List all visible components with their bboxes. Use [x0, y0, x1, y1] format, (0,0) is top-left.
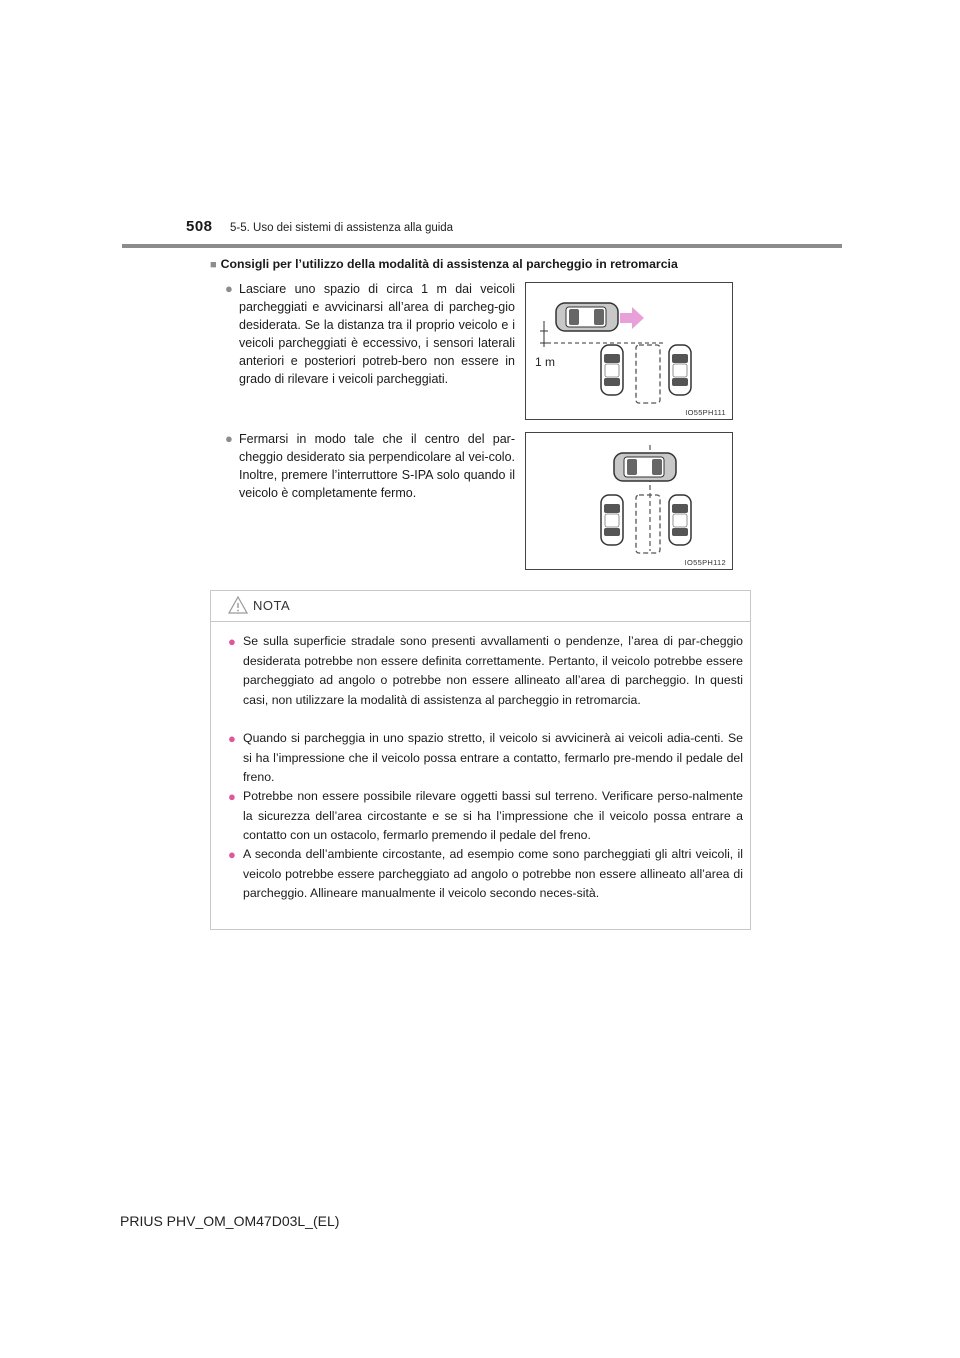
nota-item-text: Quando si parcheggia in uno spazio stretto, il veicolo si avvicinerà ai veicoli adia-centi. Se si ha l’impressione che il veicolo possa entrare a contatto, fermarlo pre-mendo il pedale del freno. [243, 731, 743, 784]
parking-distance-illustration [526, 283, 732, 419]
moving-vehicle [556, 303, 618, 331]
square-bullet-icon: ■ [210, 259, 217, 271]
bullet-dot-icon: ● [225, 281, 233, 296]
nota-box [210, 590, 751, 930]
figure-code: IO55PH111 [685, 408, 726, 417]
nota-item-text: A seconda dell’ambiente circostante, ad esempio come sono parcheggiati gli altri veicoli, il veicolo potrebbe essere parcheggiato ad angolo o potrebbe non essere allineato all’area di parcheggio. Allineare manualmente il veicolo secondo neces-sità. [243, 847, 743, 900]
header-rule [122, 244, 842, 248]
nota-header [211, 591, 750, 622]
nota-item [228, 787, 743, 846]
bullet-dot-icon: ● [228, 731, 236, 746]
warning-icon [228, 595, 248, 615]
stopped-vehicle [614, 453, 676, 481]
bullet-item [225, 430, 515, 502]
bullet-item [225, 280, 515, 388]
nota-item [228, 729, 743, 788]
nota-item-text: Potrebbe non essere possibile rilevare oggetti bassi sul terreno. Verificare perso-nalmente la sicurezza dell’area circostante e se si ha l’impressione che il veicolo possa entrare a contatto con un ostacolo, fermarlo premendo il pedale del freno. [243, 789, 743, 842]
nota-title: NOTA [253, 598, 291, 613]
parking-distance-figure [525, 282, 733, 420]
bullet-text: Lasciare uno spazio di circa 1 m dai veicoli parcheggiati e avvicinarsi all’area di parcheg-gio desiderata. Se la distanza tra il proprio veicolo e i veicoli parcheggiati è eccessivo, i sensori laterali anteriori e posteriori potreb-bero non essere in grado di rilevare i veicoli parcheggiati. [239, 282, 515, 386]
section-heading [210, 257, 678, 271]
bullet-dot-icon: ● [228, 634, 236, 649]
perpendicular-stop-illustration [526, 433, 732, 569]
footer-doc-id: PRIUS PHV_OM_OM47D03L_(EL) [120, 1213, 340, 1229]
bullet-dot-icon: ● [228, 847, 236, 862]
nota-item-text: Se sulla superficie stradale sono presenti avvallamenti o pendenze, l’area di par-cheggio desiderata potrebbe non essere definita correttamente. Pertanto, il veicolo potrebbe essere parcheggiato ad angolo o potrebbe non essere allineato all’area di parcheggio. In questi casi, non utilizzare la modalità di assistenza al parcheggio in retromarcia. [243, 634, 743, 707]
parking-space [636, 345, 660, 403]
distance-label: 1 m [535, 355, 556, 369]
bullet-dot-icon: ● [225, 431, 233, 446]
page-number: 508 [186, 218, 213, 235]
figure-code: IO55PH112 [684, 558, 726, 567]
nota-item [228, 845, 743, 904]
section-title: 5-5. Uso dei sistemi di assistenza alla guida [230, 222, 454, 234]
nota-item [228, 632, 743, 710]
parking-space [636, 495, 660, 553]
bullet-dot-icon: ● [228, 789, 236, 804]
direction-arrow [620, 307, 644, 329]
bullet-text: Fermarsi in modo tale che il centro del par-cheggio desiderato sia perpendicolare al vei-colo. Inoltre, premere l’interruttore S-IPA solo quando il veicolo è completamente fermo. [239, 432, 515, 500]
section-heading-text: Consigli per l’utilizzo della modalità di assistenza al parcheggio in retromarcia [220, 257, 678, 271]
perpendicular-stop-figure [525, 432, 733, 570]
